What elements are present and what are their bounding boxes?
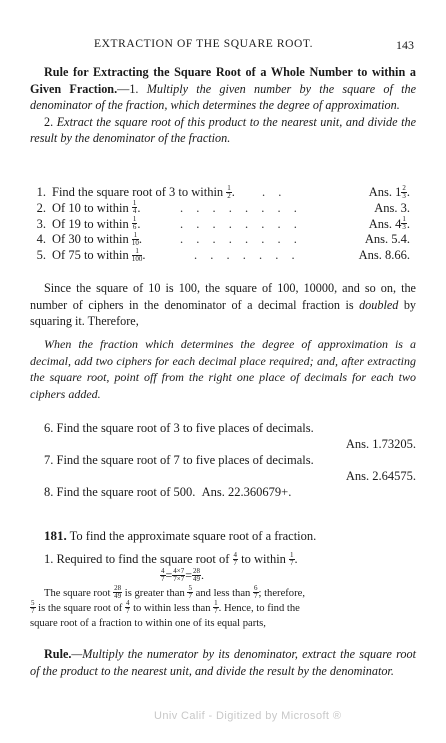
example-row [30, 185, 416, 201]
example-answer: Ans. 1 $\frac{2}{3}$ . [368, 183, 410, 200]
explanation-small-text: The square root $\frac{28}{49}$ is greater than $\frac{5}{7}$ and less than $\frac{6}{7}$ ; therefore, $\frac{5}{7}$ is the square root of $\frac{4}{7}$ to within less than $\frac{1}{7}$ . Hence, to find the square root of a fraction to within one of its equal parts, [30, 584, 305, 629]
example-number: 3. [36, 216, 46, 231]
example-question-with-answer: 8. Find the square root of 500. Ans. 22.360679+. [44, 485, 292, 499]
fraction: $\frac{1}{2}$ [227, 183, 231, 200]
fraction: $\frac{1}{4}$ [132, 199, 137, 216]
fraction: $\frac{1}{100}$ [131, 246, 143, 263]
example-number: 2. [36, 200, 46, 215]
example-row [30, 232, 416, 248]
example-number: 1. [36, 185, 46, 199]
section-question: 1. Required to find the square root of $\frac{4}{7}$ to within $\frac{1}{7}$ . [44, 550, 298, 567]
example-answer: Ans. 3. [374, 200, 410, 215]
rule-square-root-whole-number [30, 64, 416, 147]
example-row [30, 217, 416, 233]
example-question: Of 75 to within $\frac{1}{100}$ . [52, 246, 146, 263]
watermark: Univ Calif - Digitized by Microsoft ® [154, 710, 342, 722]
running-header [30, 38, 416, 52]
leader-dots: . . . . . . . . [180, 200, 302, 215]
decimal-examples [30, 420, 416, 500]
example-answer: Ans. 8.66. [358, 248, 410, 263]
example-question: Of 10 to within $\frac{1}{4}$ . [52, 199, 141, 216]
step2-text: Extract the square root of this product to the nearest unit, and divide the result by the denominator of the fraction. [30, 114, 416, 145]
fraction-rule: Rule.—Multiply the numerator by its denominator, extract the square root of the product to the nearest unit, and divide the result by the denominator. [30, 647, 416, 678]
example-number: 5. [36, 248, 46, 263]
leader-dots: . . . . . . . [194, 248, 300, 263]
example-question: Of 30 to within $\frac{1}{10}$ . [52, 231, 142, 248]
fraction: $\frac{1}{10}$ [131, 231, 139, 248]
step1-prefix: —1. [117, 81, 139, 96]
section-number: 181. [44, 528, 67, 543]
decimal-explanation: Since the square of 10 is 100, the square of 100, 10000, and so on, the number of ciphers in the denominator of a decimal fraction is doubled by squaring it. Therefore, [30, 281, 417, 328]
page-number: 143 [396, 38, 414, 52]
example-row [30, 201, 416, 217]
section-title: To find the approximate square root of a fraction. [69, 529, 317, 543]
example-question: Find the square root of 3 to within $\frac{1}{2}$ . [52, 183, 235, 200]
leader-dots: . . [262, 185, 287, 199]
example-question: 7. Find the square root of 7 to five places of decimals. [44, 453, 314, 467]
example-number: 4. [36, 232, 46, 247]
example-question: 6. Find the square root of 3 to five places of decimals. [44, 421, 314, 435]
step2-number: 2. [44, 114, 54, 129]
example-answer: Ans. 5.4. [364, 232, 410, 247]
header-title: EXTRACTION OF THE SQUARE ROOT. [94, 38, 314, 50]
example-row [30, 248, 416, 264]
rule-heading: Rule for Extracting the Square Root of a Whole Number to within a Given Fraction. [30, 65, 416, 96]
example-question: Of 19 to within $\frac{1}{6}$ . [52, 215, 141, 232]
leader-dots: . . . . . . . . [180, 216, 302, 231]
example-answer: Ans. 1.73205. [345, 437, 416, 451]
decimal-rule: When the fraction which determines the degree of approximation is a decimal, add two ciphers for each decimal place required; and, after extracting the square root, point off from the right one place of decimals for each two ciphers added. [30, 337, 416, 401]
equation: $\frac{4}{7}$ = $\frac{4\times 7}{7\times 7}$ = $\frac{28}{49}$ . [161, 566, 205, 583]
example-answer: Ans. 4 $\frac{1}{3}$ . [368, 215, 410, 232]
leader-dots: . . . . . . . . [180, 232, 302, 247]
example-answer: Ans. 2.64575. [345, 469, 416, 483]
fraction: $\frac{1}{6}$ [132, 215, 137, 232]
example-list [30, 185, 416, 264]
step1-text: Multiply the given number by the square of the denominator of the fraction, which determines the degree of approximation. [30, 81, 416, 112]
section-181 [30, 527, 416, 568]
